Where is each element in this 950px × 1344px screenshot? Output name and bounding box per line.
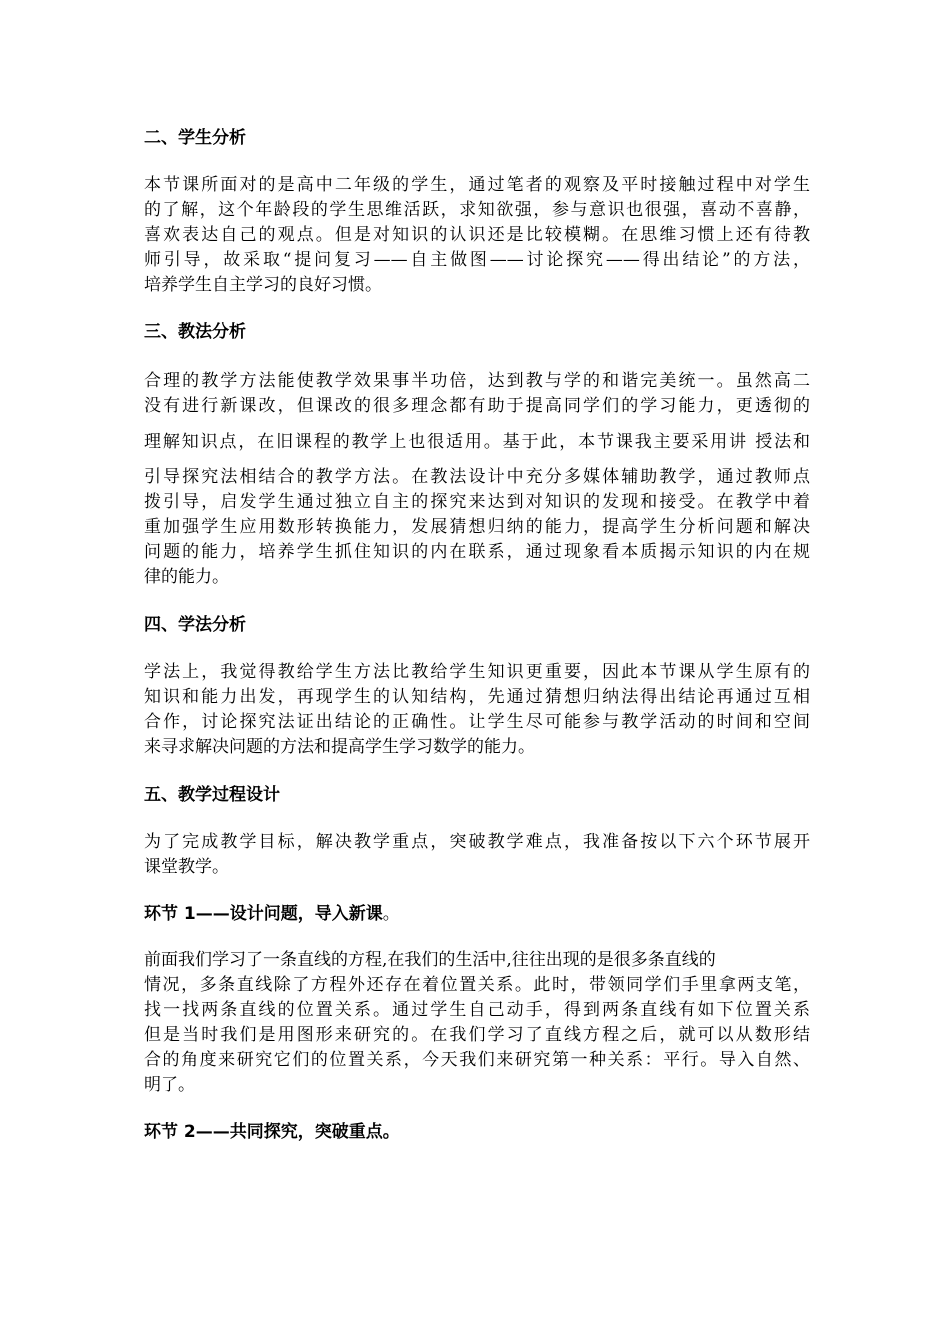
step-1-heading-text: 环节 1——设计问题，导入新课 <box>144 904 383 924</box>
paragraph-line: 本节课所面对的是高中二年级的学生，通过笔者的观察及平时接触过程中对学生 <box>144 175 810 195</box>
section-heading-learning-method: 四、学法分析 <box>144 615 246 635</box>
paragraph-line: 来寻求解决问题的方法和提高学生学习数学的能力。 <box>144 737 535 757</box>
paragraph-line: 引导探究法相结合的教学方法。在教法设计中充分多媒体辅助教学，通过教师点 <box>144 467 810 487</box>
paragraph-line: 明了。 <box>144 1075 195 1095</box>
paragraph-line: 知识和能力出发，再现学生的认知结构，先通过猜想归纳法得出结论再通过互相 <box>144 687 810 707</box>
paragraph-line: 培养学生自主学习的良好习惯。 <box>144 275 382 295</box>
paragraph-line: 为了完成教学目标，解决教学重点，突破教学难点，我准备按以下六个环节展开 <box>144 832 810 852</box>
section-heading-process-design: 五、教学过程设计 <box>144 785 280 805</box>
step-2-heading: 环节 2——共同探究，突破重点。 <box>144 1122 400 1142</box>
step-1-heading <box>144 904 400 924</box>
section-heading-teaching-method: 三、教法分析 <box>144 322 246 342</box>
paragraph-line: 找一找两条直线的位置关系。通过学生自己动手，得到两条直线有如下位置关系 <box>144 1000 810 1020</box>
paragraph-line: 师引导，故采取“提问复习——自主做图——讨论探究——得出结论”的方法， <box>144 250 810 270</box>
paragraph-line: 问题的能力，培养学生抓住知识的内在联系，通过现象看本质揭示知识的内在规 <box>144 542 810 562</box>
paragraph-line: 喜欢表达自己的观点。但是对知识的认识还是比较模糊。在思维习惯上还有待教 <box>144 225 810 245</box>
step-1-heading-tail: 。 <box>382 904 400 924</box>
paragraph-line: 没有进行新课改，但课改的很多理念都有助于提高同学们的学习能力，更透彻的 <box>144 396 810 416</box>
paragraph-line: 律的能力。 <box>144 567 229 587</box>
paragraph-line: 学法上，我觉得教给学生方法比教给学生知识更重要，因此本节课从学生原有的 <box>144 662 810 682</box>
paragraph-line: 合理的教学方法能使教学效果事半功倍，达到教与学的和谐完美统一。虽然高二 <box>144 371 810 391</box>
paragraph-line: 拨引导，启发学生通过独立自主的探究来达到对知识的发现和接受。在教学中着 <box>144 492 810 512</box>
paragraph-line: 情况，多条直线除了方程外还存在着位置关系。此时，带领同学们手里拿两支笔， <box>144 975 810 995</box>
paragraph-line: 理解知识点，在旧课程的教学上也很适用。基于此，本节课我主要采用讲 授法和 <box>144 432 810 452</box>
paragraph-line: 课堂教学。 <box>144 857 229 877</box>
paragraph-line: 但是当时我们是用图形来研究的。在我们学习了直线方程之后，就可以从数形结 <box>144 1025 810 1045</box>
paragraph-line: 合的角度来研究它们的位置关系，今天我们来研究第一种关系：平行。导入自然、 <box>144 1050 810 1070</box>
paragraph-line: 的了解，这个年龄段的学生思维活跃，求知欲强，参与意识也很强，喜动不喜静， <box>144 200 810 220</box>
paragraph-line: 前面我们学习了一条直线的方程,在我们的生活中,往往出现的是很多条直线的 <box>144 950 716 970</box>
paragraph-line: 合作，讨论探究法证出结论的正确性。让学生尽可能参与教学活动的时间和空间 <box>144 712 810 732</box>
section-heading-student-analysis: 二、学生分析 <box>144 128 246 148</box>
paragraph-line: 重加强学生应用数形转换能力，发展猜想归纳的能力，提高学生分析问题和解决 <box>144 517 810 537</box>
